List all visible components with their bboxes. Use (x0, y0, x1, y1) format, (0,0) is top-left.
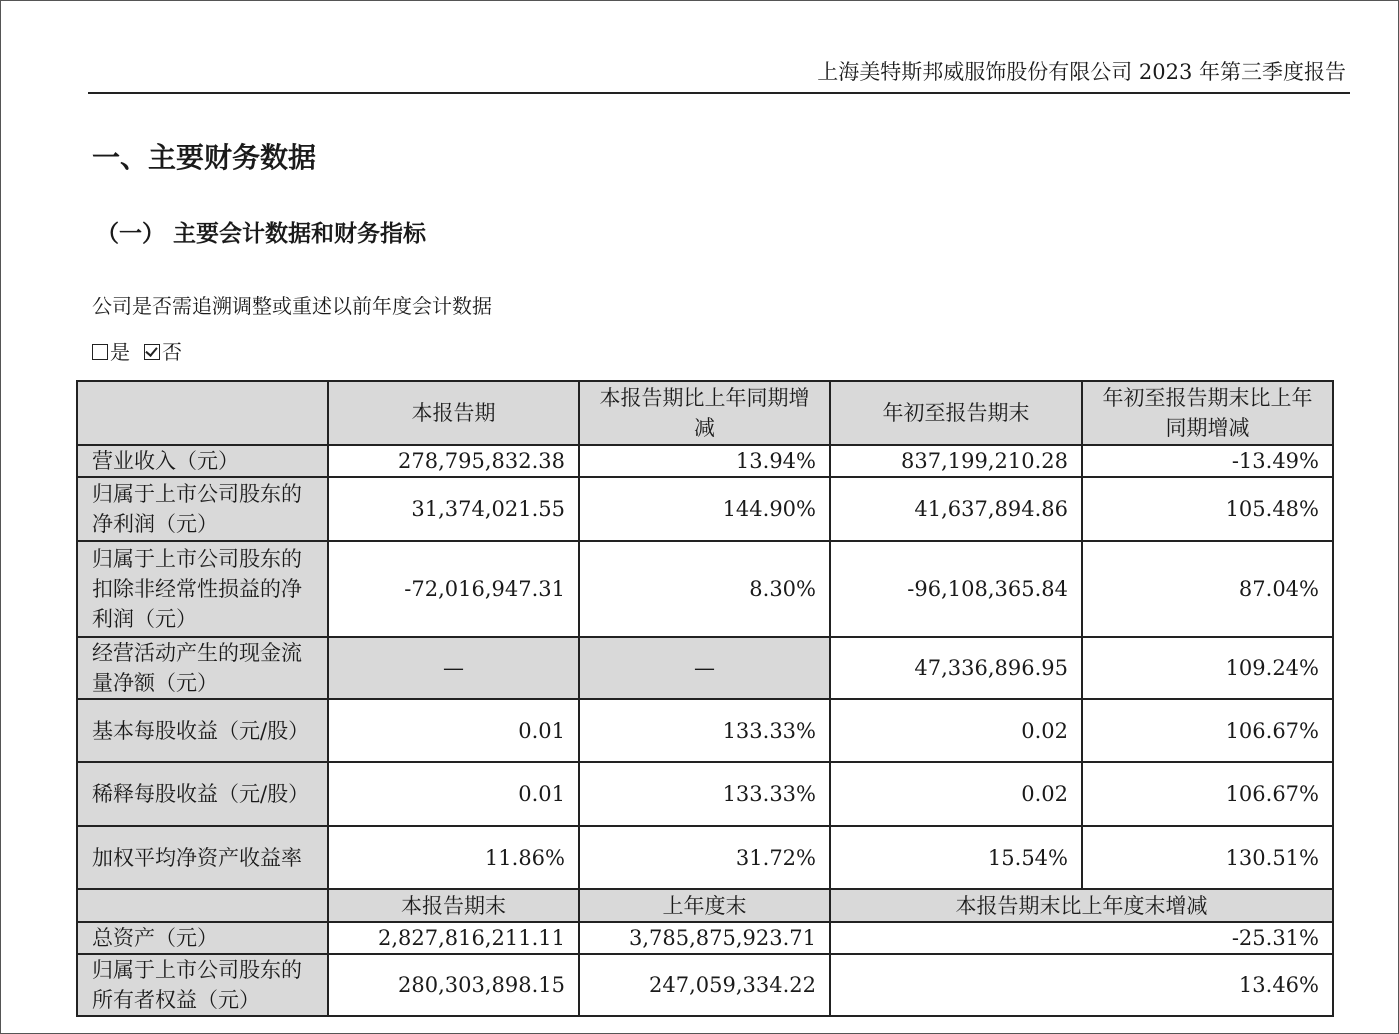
option-yes-label: 是 (110, 340, 130, 364)
header-cell-ytd: 年初至报告期末 (830, 381, 1082, 445)
cell-current: 11.86% (328, 826, 579, 889)
cell-end-change: -25.31% (830, 922, 1333, 954)
table-header-row (77, 381, 1333, 445)
cell-current: — (328, 637, 579, 699)
table-row (77, 445, 1333, 477)
section-title: 一、主要财务数据 (92, 141, 317, 174)
report-header (88, 58, 1350, 94)
cell-current: 31,374,021.55 (328, 477, 579, 541)
row-label: 总资产（元） (77, 922, 328, 954)
cell-ytd-change: 105.48% (1082, 477, 1333, 541)
cell-ytd-change: 106.67% (1082, 762, 1333, 826)
row-label: 归属于上市公司股东的净利润（元） (77, 477, 328, 541)
report-title: 上海美特斯邦威服饰股份有限公司 2023 年第三季度报告 (817, 60, 1346, 84)
cell-current: 0.01 (328, 699, 579, 762)
cell-current-change: 8.30% (579, 541, 830, 637)
option-no-label: 否 (162, 340, 182, 364)
cell-ytd-change: 109.24% (1082, 637, 1333, 699)
cell-ytd: 47,336,896.95 (830, 637, 1082, 699)
row-label: 加权平均净资产收益率 (77, 826, 328, 889)
header-cell-current-period: 本报告期 (328, 381, 579, 445)
restatement-choices (92, 338, 182, 366)
cell-prior-year-end: 3,785,875,923.71 (579, 922, 830, 954)
cell-ytd: -96,108,365.84 (830, 541, 1082, 637)
cell-ytd: 41,637,894.86 (830, 477, 1082, 541)
cell-ytd-change: 87.04% (1082, 541, 1333, 637)
cell-current: 0.01 (328, 762, 579, 826)
restatement-question: 公司是否需追溯调整或重述以前年度会计数据 (92, 294, 492, 318)
row-label: 归属于上市公司股东的扣除非经常性损益的净利润（元） (77, 541, 328, 637)
table-row (77, 637, 1333, 699)
header-cell-current-end: 本报告期末 (328, 889, 579, 922)
header-cell-ytd-change: 年初至报告期末比上年同期增减 (1082, 381, 1333, 445)
period-end-header-blank (77, 889, 328, 922)
table-row (77, 541, 1333, 637)
table-row (77, 922, 1333, 954)
header-cell-end-change: 本报告期末比上年度末增减 (830, 889, 1333, 922)
cell-current-change: 13.94% (579, 445, 830, 477)
table-row (77, 954, 1333, 1016)
cell-current-end: 2,827,816,211.11 (328, 922, 579, 954)
header-cell-prior-year-end: 上年度末 (579, 889, 830, 922)
checkbox-no-checked-icon[interactable] (144, 344, 160, 360)
cell-ytd-change: -13.49% (1082, 445, 1333, 477)
cell-ytd: 837,199,210.28 (830, 445, 1082, 477)
table-row (77, 477, 1333, 541)
cell-ytd-change: 130.51% (1082, 826, 1333, 889)
cell-current-change: 31.72% (579, 826, 830, 889)
table-row (77, 699, 1333, 762)
cell-current-change: — (579, 637, 830, 699)
financial-data-table (76, 380, 1334, 1017)
row-label: 归属于上市公司股东的所有者权益（元） (77, 954, 328, 1016)
cell-current-end: 280,303,898.15 (328, 954, 579, 1016)
row-label: 基本每股收益（元/股） (77, 699, 328, 762)
cell-prior-year-end: 247,059,334.22 (579, 954, 830, 1016)
cell-current-change: 133.33% (579, 762, 830, 826)
cell-ytd: 0.02 (830, 699, 1082, 762)
row-label: 稀释每股收益（元/股） (77, 762, 328, 826)
cell-current: -72,016,947.31 (328, 541, 579, 637)
cell-current-change: 133.33% (579, 699, 830, 762)
subsection-title: （一） 主要会计数据和财务指标 (96, 221, 427, 247)
period-end-header-row (77, 889, 1333, 922)
table-row (77, 826, 1333, 889)
cell-ytd-change: 106.67% (1082, 699, 1333, 762)
cell-current-change: 144.90% (579, 477, 830, 541)
row-label: 经营活动产生的现金流量净额（元） (77, 637, 328, 699)
header-cell-blank (77, 381, 328, 445)
row-label: 营业收入（元） (77, 445, 328, 477)
table-row (77, 762, 1333, 826)
header-cell-current-change: 本报告期比上年同期增减 (579, 381, 830, 445)
cell-ytd: 15.54% (830, 826, 1082, 889)
checkbox-yes-icon[interactable] (92, 344, 108, 360)
cell-current: 278,795,832.38 (328, 445, 579, 477)
cell-end-change: 13.46% (830, 954, 1333, 1016)
cell-ytd: 0.02 (830, 762, 1082, 826)
